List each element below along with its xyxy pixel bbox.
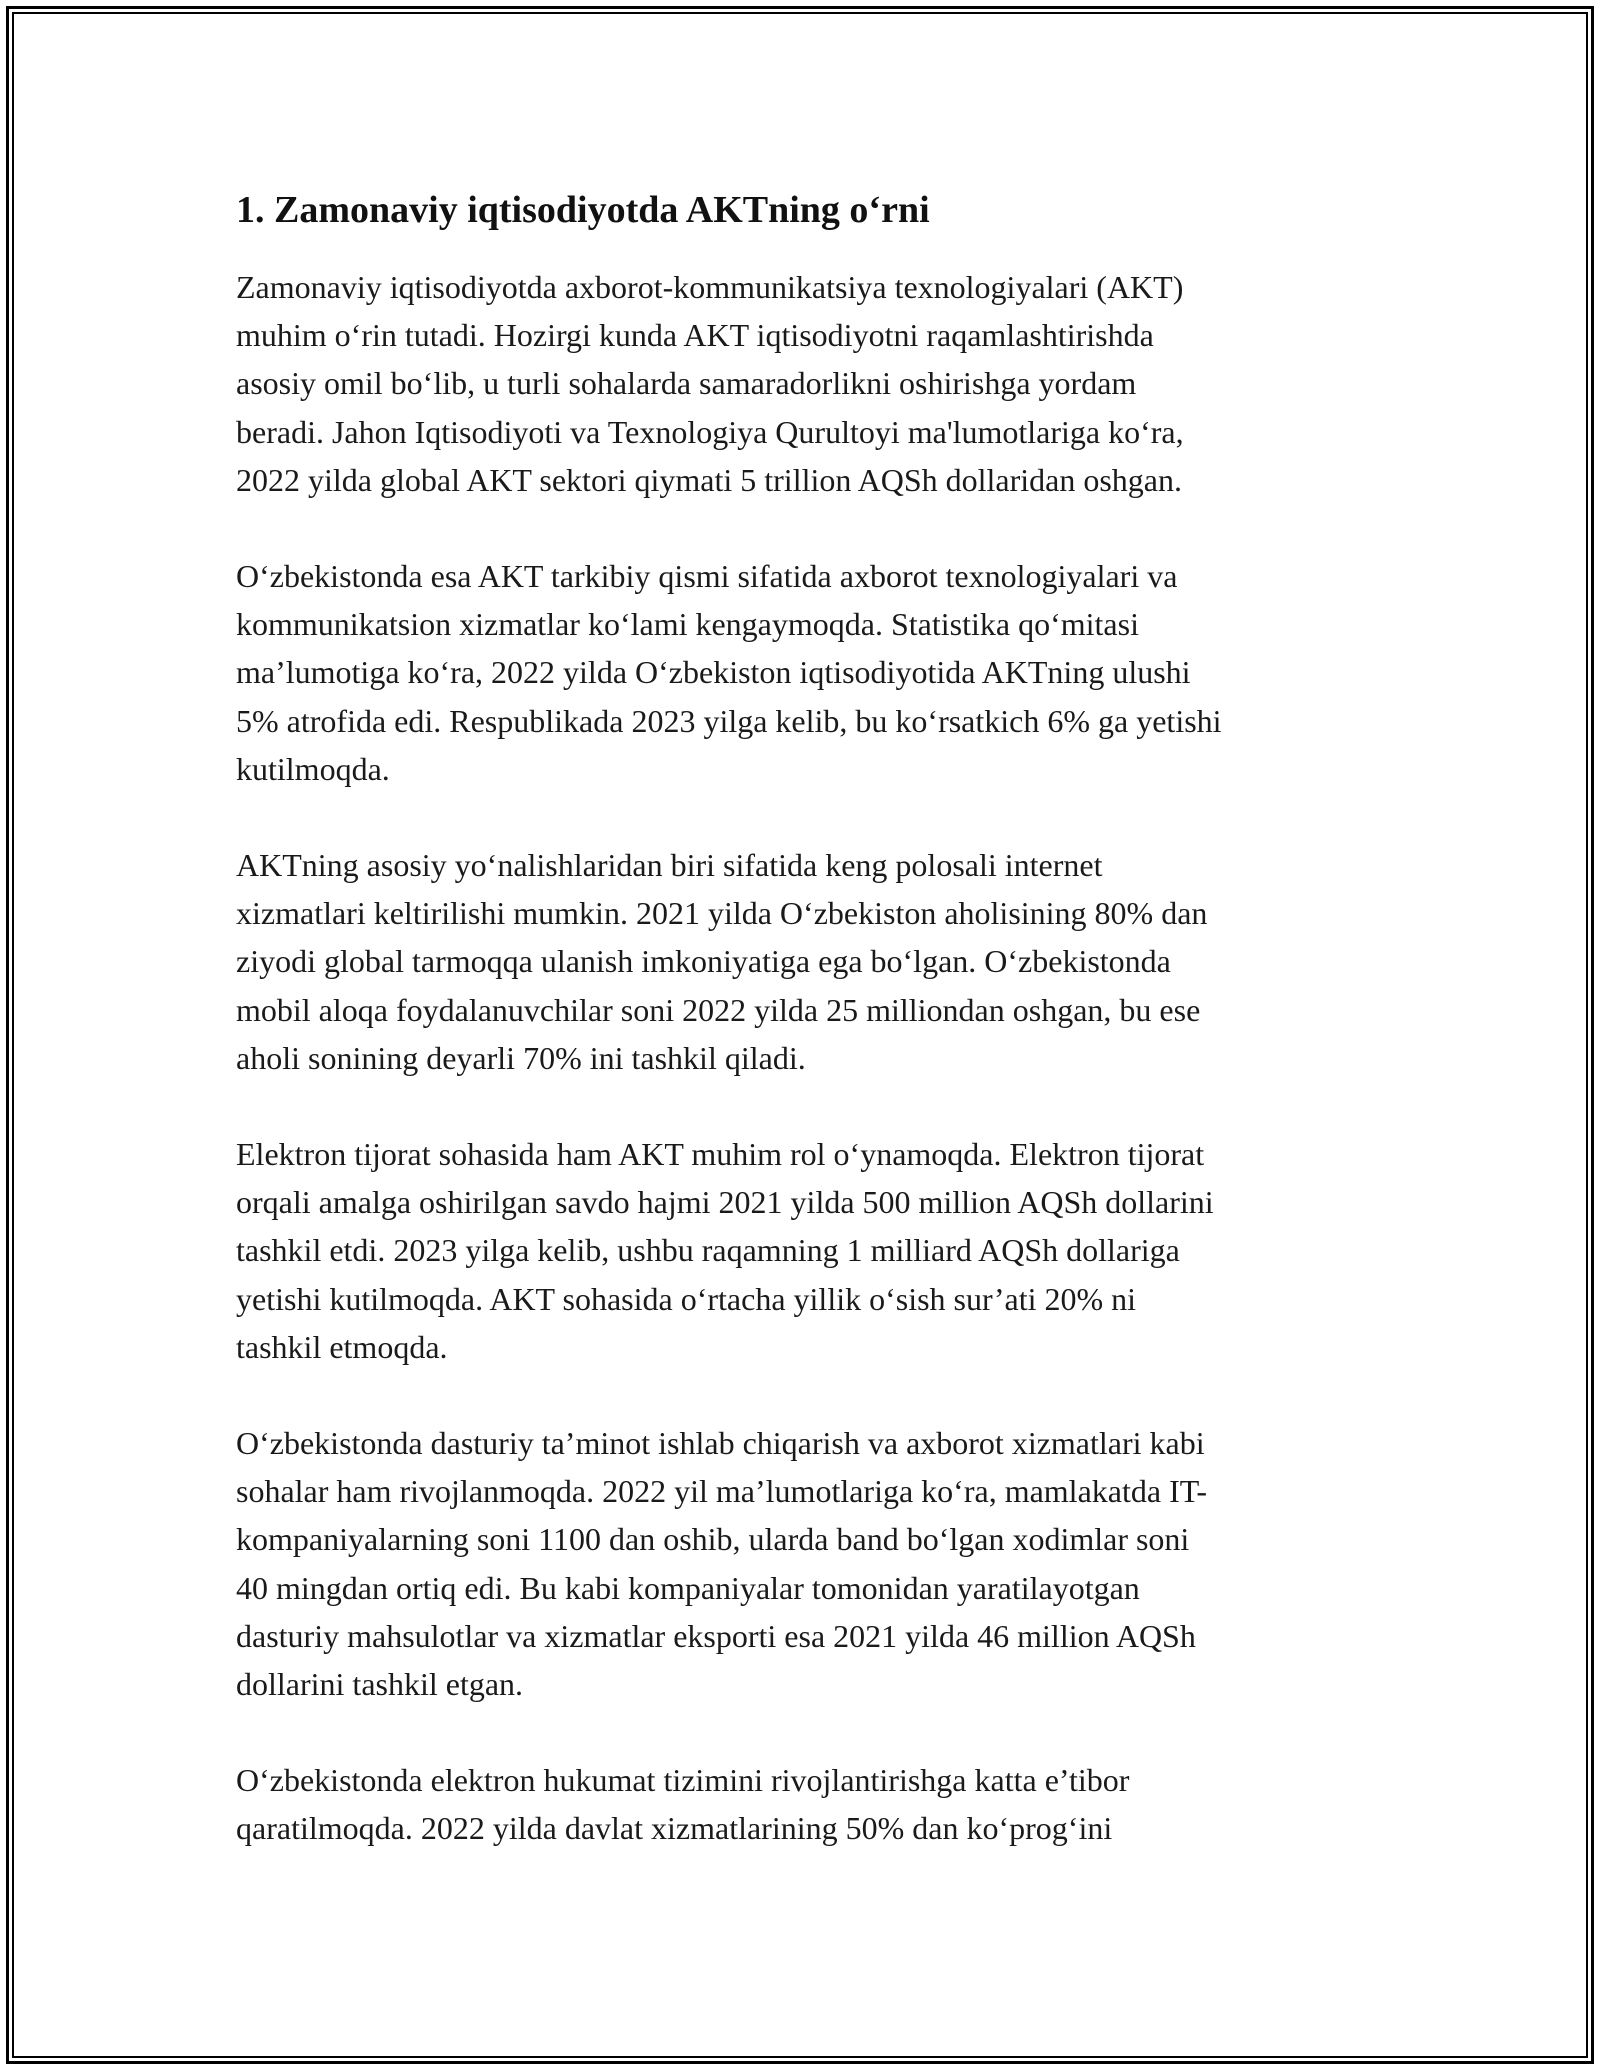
paragraph-broadband-mobile: AKTning asosiy yo‘nalishlaridan biri sifatida keng polosali internet xizmatlari keltirilishi mumkin. 2021 yilda O‘zbekiston aholisining 80% dan ziyodi global tarmoqqa ulanish imkoniyatiga ega bo‘lgan. O‘zbekistonda mobil aloqa foydalanuvchilar soni 2022 yilda 25 milliondan oshgan, bu ese aholi sonining deyarli 70% ini tashkil qiladi. bbox=[236, 847, 1208, 1076]
paragraph-e-government: O‘zbekistonda elektron hukumat tizimini rivojlantirishga katta e’tibor qaratilmoqda. 2022 yilda davlat xizmatlarining 50% dan ko‘prog‘ini bbox=[236, 1762, 1130, 1847]
paragraph-uzbekistan-ict-share: O‘zbekistonda esa AKT tarkibiy qismi sifatida axborot texnologiyalari va kommunikatsion xizmatlar ko‘lami kengaymoqda. Statistika qo‘mitasi ma’lumotiga ko‘ra, 2022 yilda O‘zbekiston iqtisodiyotida AKTning ulushi 5% atrofida edi. Respublikada 2023 yilga kelib, bu ko‘rsatkich 6% ga yetishi kutilmoqda. bbox=[236, 558, 1222, 787]
paragraph-ecommerce: Elektron tijorat sohasida ham AKT muhim rol o‘ynamoqda. Elektron tijorat orqali amalga oshirilgan savdo hajmi 2021 yilda 500 million AQSh dollarini tashkil etdi. 2023 yilga kelib, ushbu raqamning 1 milliard AQSh dollariga yetishi kutilmoqda. AKT sohasida o‘rtacha yillik o‘sish sur’ati 20% ni tashkil etmoqda. bbox=[236, 1136, 1214, 1365]
paragraph-ict-role: Zamonaviy iqtisodiyotda axborot-kommunikatsiya texnologiyalari (AKT) muhim o‘rin tutadi. Hozirgi kunda AKT iqtisodiyotni raqamlashtirishda asosiy omil bo‘lib, u turli sohalarda samaradorlikni oshirishga yordam beradi. Jahon Iqtisodiyoti va Texnologiya Qurultoyi ma'lumotlariga ko‘ra, 2022 yilda global AKT sektori qiymati 5 trillion AQSh dollaridan oshgan. bbox=[236, 269, 1184, 498]
document-body bbox=[236, 186, 1381, 1901]
section-heading: 1. Zamonaviy iqtisodiyotda AKTning o‘rni bbox=[236, 189, 930, 231]
paragraph-software-industry: O‘zbekistonda dasturiy ta’minot ishlab chiqarish va axborot xizmatlari kabi sohalar ham rivojlanmoqda. 2022 yil ma’lumotlariga ko‘ra, mamlakatda IT- kompaniyalarning soni 1100 dan oshib, ularda band bo‘lgan xodimlar soni 40 mingdan ortiq edi. Bu kabi kompaniyalar tomonidan yaratilayotgan dasturiy mahsulotlar va xizmatlar eksporti esa 2021 yilda 46 million AQSh dollarini tashkil etgan. bbox=[236, 1425, 1207, 1703]
